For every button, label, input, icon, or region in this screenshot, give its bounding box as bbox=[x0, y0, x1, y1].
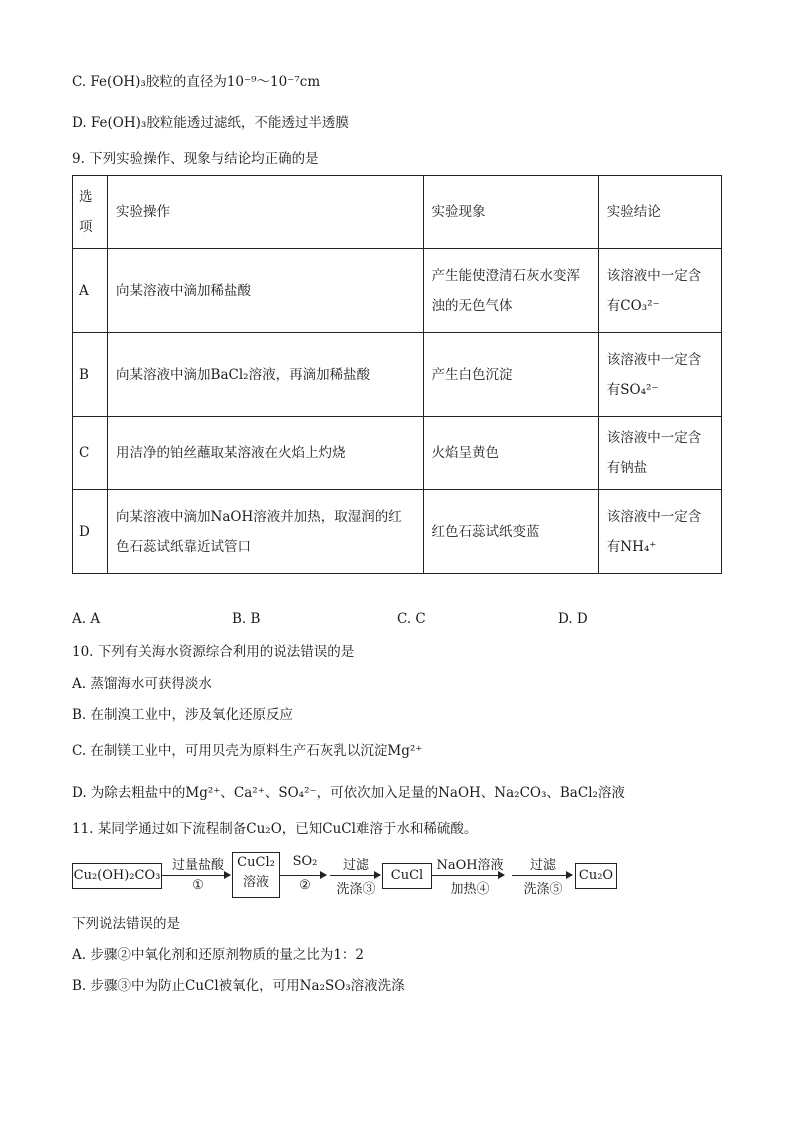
q9-answer-options bbox=[72, 611, 672, 631]
q10-option-d: D. 为除去粗盐中的Mg²⁺、Ca²⁺、SO₄²⁻，可依次加入足量的NaOH、Na₂CO₃、BaCl₂溶液 bbox=[72, 785, 625, 801]
q10-option-c: C. 在制镁工业中，可用贝壳为原料生产石灰乳以沉淀Mg²⁺ bbox=[72, 743, 423, 759]
row-d-phenomenon: 红色石蕊试纸变蓝 bbox=[423, 490, 598, 574]
q9-answer-b: B. B bbox=[232, 611, 261, 627]
q8-option-c: C. Fe(OH)₃胶粒的直径为10⁻⁹～10⁻⁷cm bbox=[72, 74, 321, 90]
flow-arrow-5 bbox=[512, 875, 572, 876]
row-b-phenomenon: 产生白色沉淀 bbox=[423, 333, 598, 417]
flow-arrow1-bottom: ① bbox=[192, 878, 204, 893]
flow-arrow4-bottom: 加热④ bbox=[450, 882, 490, 897]
q10-option-a: A. 蒸馏海水可获得淡水 bbox=[72, 676, 212, 692]
flow-cucl2-line1: CuCl₂ bbox=[237, 855, 275, 870]
q11-option-b: B. 步骤③中为防止CuCl被氧化，可用Na₂SO₃溶液洗涤 bbox=[72, 978, 405, 994]
table-row bbox=[73, 333, 722, 417]
row-a-option: A bbox=[73, 249, 108, 333]
experiment-table bbox=[72, 175, 722, 574]
flow-cucl2-line2: 溶液 bbox=[242, 875, 269, 890]
row-d-operation: 向某溶液中滴加NaOH溶液并加热，取湿润的红色石蕊试纸靠近试管口 bbox=[108, 490, 423, 574]
flow-end-box: Cu₂O bbox=[575, 863, 617, 889]
row-d-option: D bbox=[73, 490, 108, 574]
table-header-row bbox=[73, 176, 722, 249]
flow-arrow2-bottom: ② bbox=[299, 878, 311, 893]
q9-answer-d: D. D bbox=[558, 611, 588, 627]
table-row bbox=[73, 490, 722, 574]
flow-arrow3-top: 过滤 bbox=[342, 858, 369, 873]
row-b-option: B bbox=[73, 333, 108, 417]
q11-stem: 11. 某同学通过如下流程制备Cu₂O，已知CuCl难溶于水和稀硫酸。 bbox=[72, 821, 478, 837]
table-row bbox=[73, 249, 722, 333]
flow-cucl-box: CuCl bbox=[382, 863, 432, 889]
q9-answer-a: A. A bbox=[72, 611, 101, 627]
flow-arrow2-top: SO₂ bbox=[292, 854, 318, 869]
q11-option-a: A. 步骤②中氧化剂和还原剂物质的量之比为1：2 bbox=[72, 947, 365, 963]
header-phenomenon: 实验现象 bbox=[423, 176, 598, 249]
flow-arrow-3 bbox=[330, 875, 380, 876]
flow-arrow-4 bbox=[432, 875, 504, 876]
header-operation: 实验操作 bbox=[108, 176, 423, 249]
flow-start-box: Cu₂(OH)₂CO₃ bbox=[72, 863, 162, 889]
flow-arrow5-top: 过滤 bbox=[529, 858, 556, 873]
row-a-phenomenon: 产生能使澄清石灰水变浑浊的无色气体 bbox=[423, 249, 598, 333]
q11-prompt: 下列说法错误的是 bbox=[72, 916, 180, 932]
row-c-phenomenon: 火焰呈黄色 bbox=[423, 417, 598, 490]
flow-arrow3-bottom: 洗涤③ bbox=[336, 882, 376, 897]
q8-option-d: D. Fe(OH)₃胶粒能透过滤纸，不能透过半透膜 bbox=[72, 115, 349, 131]
q10-stem: 10. 下列有关海水资源综合利用的说法错误的是 bbox=[72, 644, 355, 660]
flow-cucl2-box bbox=[232, 852, 280, 898]
flow-arrow-1 bbox=[162, 875, 230, 876]
row-a-conclusion: 该溶液中一定含有CO₃²⁻ bbox=[598, 249, 721, 333]
row-b-operation: 向某溶液中滴加BaCl₂溶液，再滴加稀盐酸 bbox=[108, 333, 423, 417]
row-c-option: C bbox=[73, 417, 108, 490]
flow-arrow5-bottom: 洗涤⑤ bbox=[523, 882, 563, 897]
row-a-operation: 向某溶液中滴加稀盐酸 bbox=[108, 249, 423, 333]
q10-option-b: B. 在制溴工业中，涉及氧化还原反应 bbox=[72, 707, 294, 723]
flow-arrow-2 bbox=[280, 875, 326, 876]
row-c-conclusion: 该溶液中一定含有钠盐 bbox=[598, 417, 721, 490]
row-d-conclusion: 该溶液中一定含有NH₄⁺ bbox=[598, 490, 721, 574]
q9-stem: 9. 下列实验操作、现象与结论均正确的是 bbox=[72, 151, 319, 167]
flow-arrow1-top: 过量盐酸 bbox=[171, 858, 224, 873]
row-c-operation: 用洁净的铂丝蘸取某溶液在火焰上灼烧 bbox=[108, 417, 423, 490]
row-b-conclusion: 该溶液中一定含有SO₄²⁻ bbox=[598, 333, 721, 417]
header-conclusion: 实验结论 bbox=[598, 176, 721, 249]
q9-answer-c: C. C bbox=[397, 611, 426, 627]
flow-arrow4-top: NaOH溶液 bbox=[436, 858, 504, 873]
preparation-flowchart bbox=[72, 852, 632, 902]
table-row bbox=[73, 417, 722, 490]
header-option: 选项 bbox=[73, 176, 108, 249]
